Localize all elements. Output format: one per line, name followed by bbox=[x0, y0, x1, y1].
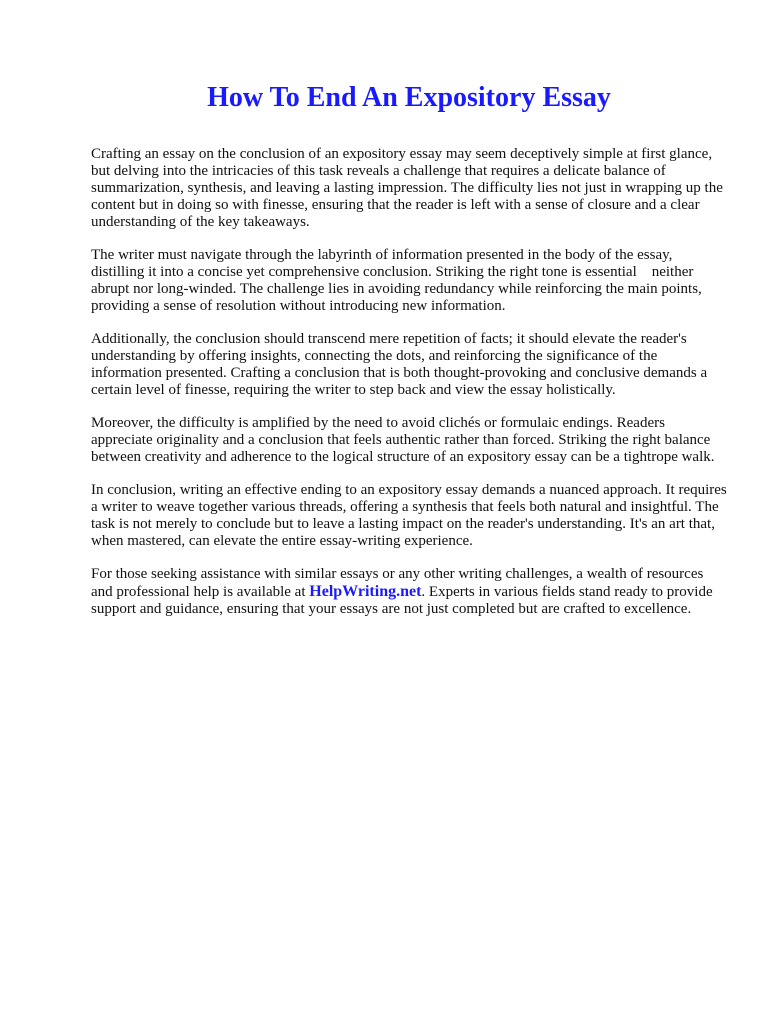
helpwriting-link[interactable]: HelpWriting.net bbox=[309, 583, 422, 600]
paragraph-6 bbox=[91, 566, 727, 618]
paragraph-5: In conclusion, writing an effective ending to an expository essay demands a nuanced approach. It requires a writer to weave together various threads, offering a synthesis that feels both natural and insightful. The task is not merely to conclude but to leave a lasting impact on the reader's understanding. It's an art that, when mastered, can elevate the entire essay-writing experience. bbox=[91, 482, 727, 549]
paragraph-4: Moreover, the difficulty is amplified by the need to avoid clichés or formulaic endings. Readers appreciate originality and a conclusion that feels authentic rather than forced. Striking the right balance between creativity and adherence to the logical structure of an expository essay can be a tightrope walk. bbox=[91, 415, 715, 465]
essay-body bbox=[91, 146, 727, 634]
paragraph-6-before-link: For those seeking assistance with similar essays or any other writing challenges, a wealth of resources and professional help is available at bbox=[91, 566, 704, 600]
paragraph-1: Crafting an essay on the conclusion of an expository essay may seem deceptively simple at first glance, but delving into the intricacies of this task reveals a challenge that requires a delicate balance of summarization, synthesis, and leaving a lasting impression. The difficulty lies not just in wrapping up the content but in doing so with finesse, ensuring that the reader is left with a sense of closure and a clear understanding of the key takeaways. bbox=[91, 146, 723, 230]
paragraph-2: The writer must navigate through the labyrinth of information presented in the body of the essay, distilling it into a concise yet comprehensive conclusion. Striking the right tone is essential neither abrupt nor long-winded. The challenge lies in avoiding redundancy while reinforcing the main points, providing a sense of resolution without introducing new information. bbox=[91, 247, 706, 314]
paragraph-3: Additionally, the conclusion should transcend mere repetition of facts; it should elevate the reader's understanding by offering insights, connecting the dots, and reinforcing the significance of the information presented. Crafting a conclusion that is both thought-provoking and conclusive demands a certain level of finesse, requiring the writer to step back and view the essay holistically. bbox=[91, 331, 708, 398]
page-title: How To End An Expository Essay bbox=[207, 82, 611, 113]
paragraph-6-after-link: . Experts in various fields stand ready to provide support and guidance, ensuring that your essays are not just completed but are crafted to excellence. bbox=[91, 584, 713, 617]
